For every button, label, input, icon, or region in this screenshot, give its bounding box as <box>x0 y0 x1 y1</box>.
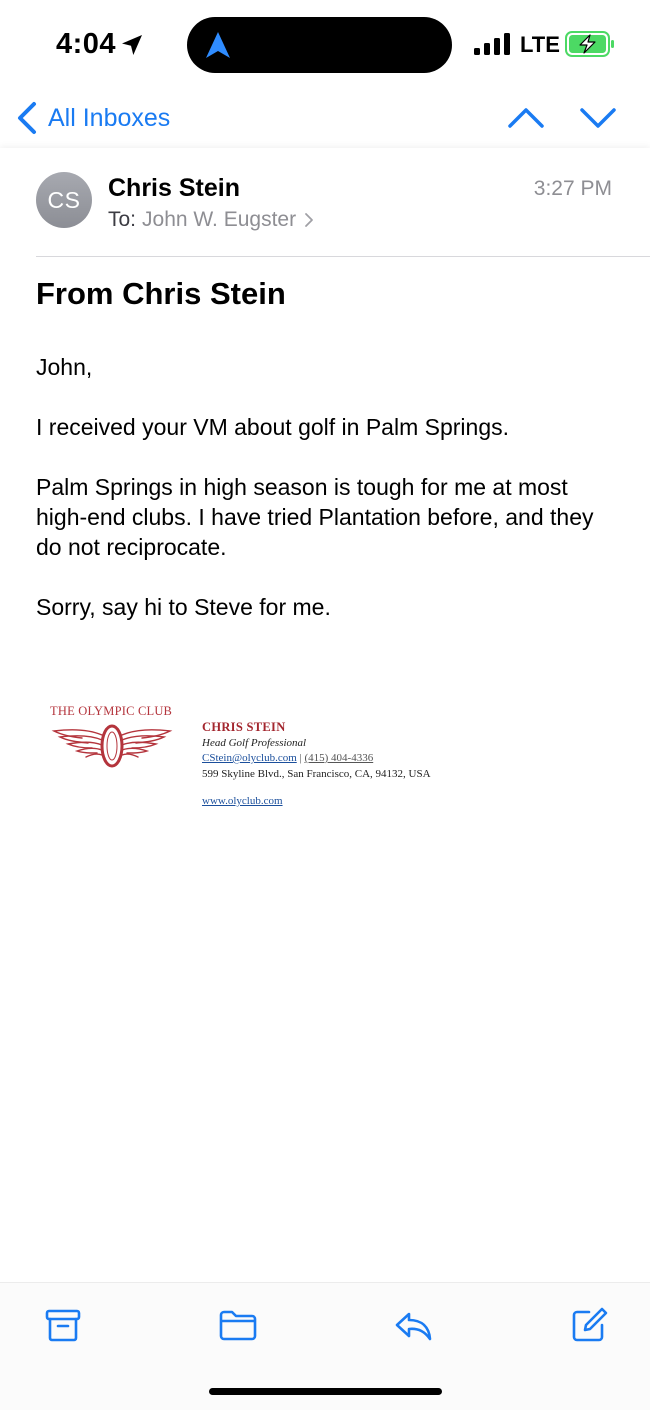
network-type: LTE <box>520 32 560 57</box>
back-button[interactable] <box>16 96 170 140</box>
message-view <box>0 148 650 1282</box>
message-body <box>36 352 616 652</box>
signature-address[interactable]: 599 Skyline Blvd., San Francisco, CA, 94132, USA <box>202 767 431 780</box>
previous-message-chevron-up-icon[interactable] <box>506 98 546 138</box>
location-arrow-icon <box>120 33 144 57</box>
chevron-left-icon <box>16 101 38 135</box>
dynamic-island <box>187 17 452 73</box>
email-signature <box>202 720 431 810</box>
archive-box-icon[interactable] <box>43 1305 83 1345</box>
status-time: 4:04 <box>56 28 117 60</box>
body-paragraph: I received your VM about golf in Palm Springs. <box>36 414 510 440</box>
signature-email-link[interactable]: CStein@olyclub.com <box>202 752 297 764</box>
signature-contact <box>202 751 431 767</box>
chevron-right-icon <box>304 212 314 228</box>
recipient-name[interactable]: John W. Eugster <box>142 208 297 231</box>
navigation-arrow-icon <box>205 31 231 59</box>
home-indicator[interactable] <box>209 1388 442 1395</box>
winged-o-logo-icon <box>50 723 174 769</box>
signature-phone-link[interactable]: (415) 404-4336 <box>304 752 374 764</box>
body-paragraph: Palm Springs in high season is tough for me at most high-end clubs. I have tried Plantation before, and they do not reciprocate. <box>36 474 594 560</box>
signature-website-link[interactable]: www.olyclub.com <box>202 795 283 807</box>
bottom-toolbar <box>0 1282 650 1410</box>
logo-text: THE OLYMPIC CLUB <box>50 704 173 718</box>
battery-charging-icon <box>565 31 615 57</box>
olympic-club-logo <box>50 704 176 769</box>
reply-arrow-icon[interactable] <box>393 1305 433 1345</box>
header-divider <box>36 256 650 257</box>
back-label: All Inboxes <box>48 103 171 132</box>
body-paragraph: Sorry, say hi to Steve for me. <box>36 594 331 620</box>
compose-icon[interactable] <box>569 1305 609 1345</box>
sender-name[interactable]: Chris Stein <box>108 174 240 202</box>
contact-separator: | <box>296 752 305 764</box>
status-bar <box>0 0 650 90</box>
message-subject: From Chris Stein <box>36 276 286 311</box>
signature-title: Head Golf Professional <box>202 736 307 749</box>
folder-icon[interactable] <box>218 1305 258 1345</box>
body-paragraph: John, <box>36 354 93 380</box>
cellular-signal-icon <box>474 33 510 55</box>
to-label: To: <box>108 208 137 231</box>
recipient-line[interactable] <box>108 208 314 232</box>
signature-name: CHRIS STEIN <box>202 720 286 734</box>
message-time: 3:27 PM <box>533 177 612 200</box>
next-message-chevron-down-icon[interactable] <box>578 98 618 138</box>
nav-bar <box>0 90 650 148</box>
sender-avatar[interactable]: CS <box>36 172 92 228</box>
